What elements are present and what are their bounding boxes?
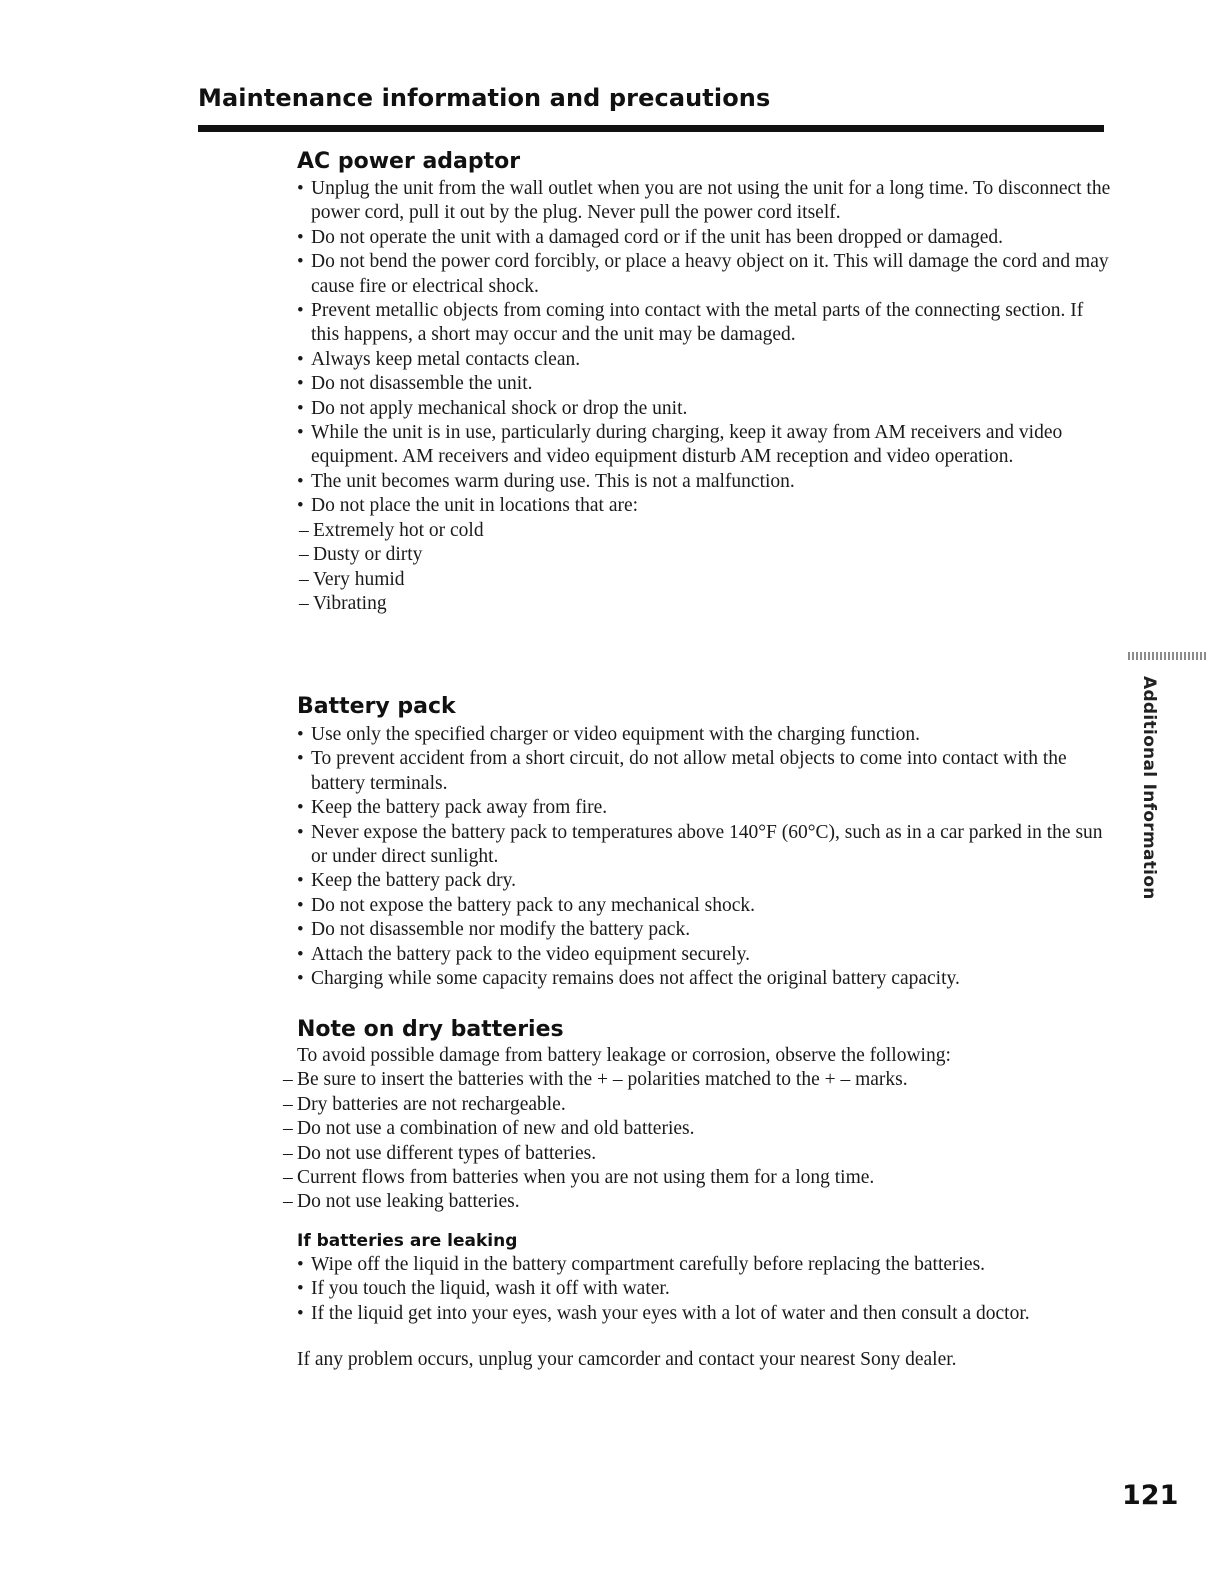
list-item: • Never expose the battery pack to temperatures above 140°F (60°C), such as in a car parked in the sun or under direct sunlight.: [297, 821, 1112, 870]
list-item: – Be sure to insert the batteries with the + – polarities matched to the + – marks.: [283, 1068, 1112, 1092]
list-item: • Prevent metallic objects from coming into contact with the metal parts of the connecting section. If this happens, a short may occur and the unit may be damaged.: [297, 299, 1112, 348]
section-heading: Battery pack: [297, 694, 456, 719]
list-item: • Do not apply mechanical shock or drop the unit.: [297, 397, 1112, 421]
list-item: • Do not operate the unit with a damaged cord or if the unit has been dropped or damaged.: [297, 226, 1112, 250]
list-item: • To prevent accident from a short circuit, do not allow metal objects to come into contact with the battery terminals.: [297, 747, 1112, 796]
footer-note: If any problem occurs, unplug your camcorder and contact your nearest Sony dealer.: [297, 1349, 957, 1371]
bullet-list: [297, 723, 1112, 991]
bullet-list: [297, 177, 1112, 519]
list-item: • Always keep metal contacts clean.: [297, 348, 1112, 372]
section-heading: AC power adaptor: [297, 149, 521, 174]
list-item: • Charging while some capacity remains does not affect the original battery capacity.: [297, 967, 1112, 991]
list-item: • Do not disassemble the unit.: [297, 372, 1112, 396]
section-ac-power-adaptor: [297, 148, 1112, 616]
page-number: 121: [1122, 1480, 1179, 1511]
list-item: • Do not bend the power cord forcibly, or place a heavy object on it. This will damage the cord and may cause fire or electrical shock.: [297, 250, 1112, 299]
list-item: • Wipe off the liquid in the battery compartment carefully before replacing the batteries.: [297, 1253, 1112, 1277]
list-item: – Dry batteries are not rechargeable.: [283, 1093, 1112, 1117]
list-item: • Do not disassemble nor modify the battery pack.: [297, 918, 1112, 942]
list-item: – Do not use a combination of new and old batteries.: [283, 1117, 1112, 1141]
section-dry-batteries: [297, 1016, 1112, 1372]
side-tab-marker: [1128, 652, 1206, 660]
list-item: • While the unit is in use, particularly during charging, keep it away from AM receivers and video equipment. AM receivers and video equipment disturb AM reception and video operation.: [297, 421, 1112, 470]
list-item: – Do not use leaking batteries.: [283, 1190, 1112, 1214]
dash-list: [283, 1068, 1112, 1214]
list-item: • Keep the battery pack away from fire.: [297, 796, 1112, 820]
section-heading: Note on dry batteries: [297, 1017, 564, 1042]
list-item: – Current flows from batteries when you are not using them for a long time.: [283, 1166, 1112, 1190]
section-intro: To avoid possible damage from battery leakage or corrosion, observe the following:: [297, 1045, 951, 1066]
list-item: • Unplug the unit from the wall outlet when you are not using the unit for a long time. To disconnect the power cord, pull it out by the plug. Never pull the power cord itself.: [297, 177, 1112, 226]
section-battery-pack: [297, 693, 1112, 991]
side-tab-label: Additional Information: [1139, 676, 1159, 900]
list-item: – Vibrating: [299, 592, 1112, 616]
page-title: Maintenance information and precautions: [198, 84, 771, 112]
list-item: • Do not place the unit in locations that are:: [297, 494, 1112, 518]
title-rule: [198, 125, 1104, 132]
list-item: – Do not use different types of batteries.: [283, 1142, 1112, 1166]
list-item: • Use only the specified charger or video equipment with the charging function.: [297, 723, 1112, 747]
list-item: • Attach the battery pack to the video equipment securely.: [297, 943, 1112, 967]
location-list: [299, 519, 1112, 617]
list-item: – Very humid: [299, 568, 1112, 592]
subsection-heading: If batteries are leaking: [297, 1230, 518, 1251]
list-item: – Dusty or dirty: [299, 543, 1112, 567]
bullet-list: [297, 1253, 1112, 1326]
list-item: • Keep the battery pack dry.: [297, 869, 1112, 893]
list-item: • The unit becomes warm during use. This is not a malfunction.: [297, 470, 1112, 494]
list-item: • If you touch the liquid, wash it off with water.: [297, 1277, 1112, 1301]
list-item: • Do not expose the battery pack to any mechanical shock.: [297, 894, 1112, 918]
list-item: • If the liquid get into your eyes, wash your eyes with a lot of water and then consult a doctor.: [297, 1302, 1112, 1326]
list-item: – Extremely hot or cold: [299, 519, 1112, 543]
